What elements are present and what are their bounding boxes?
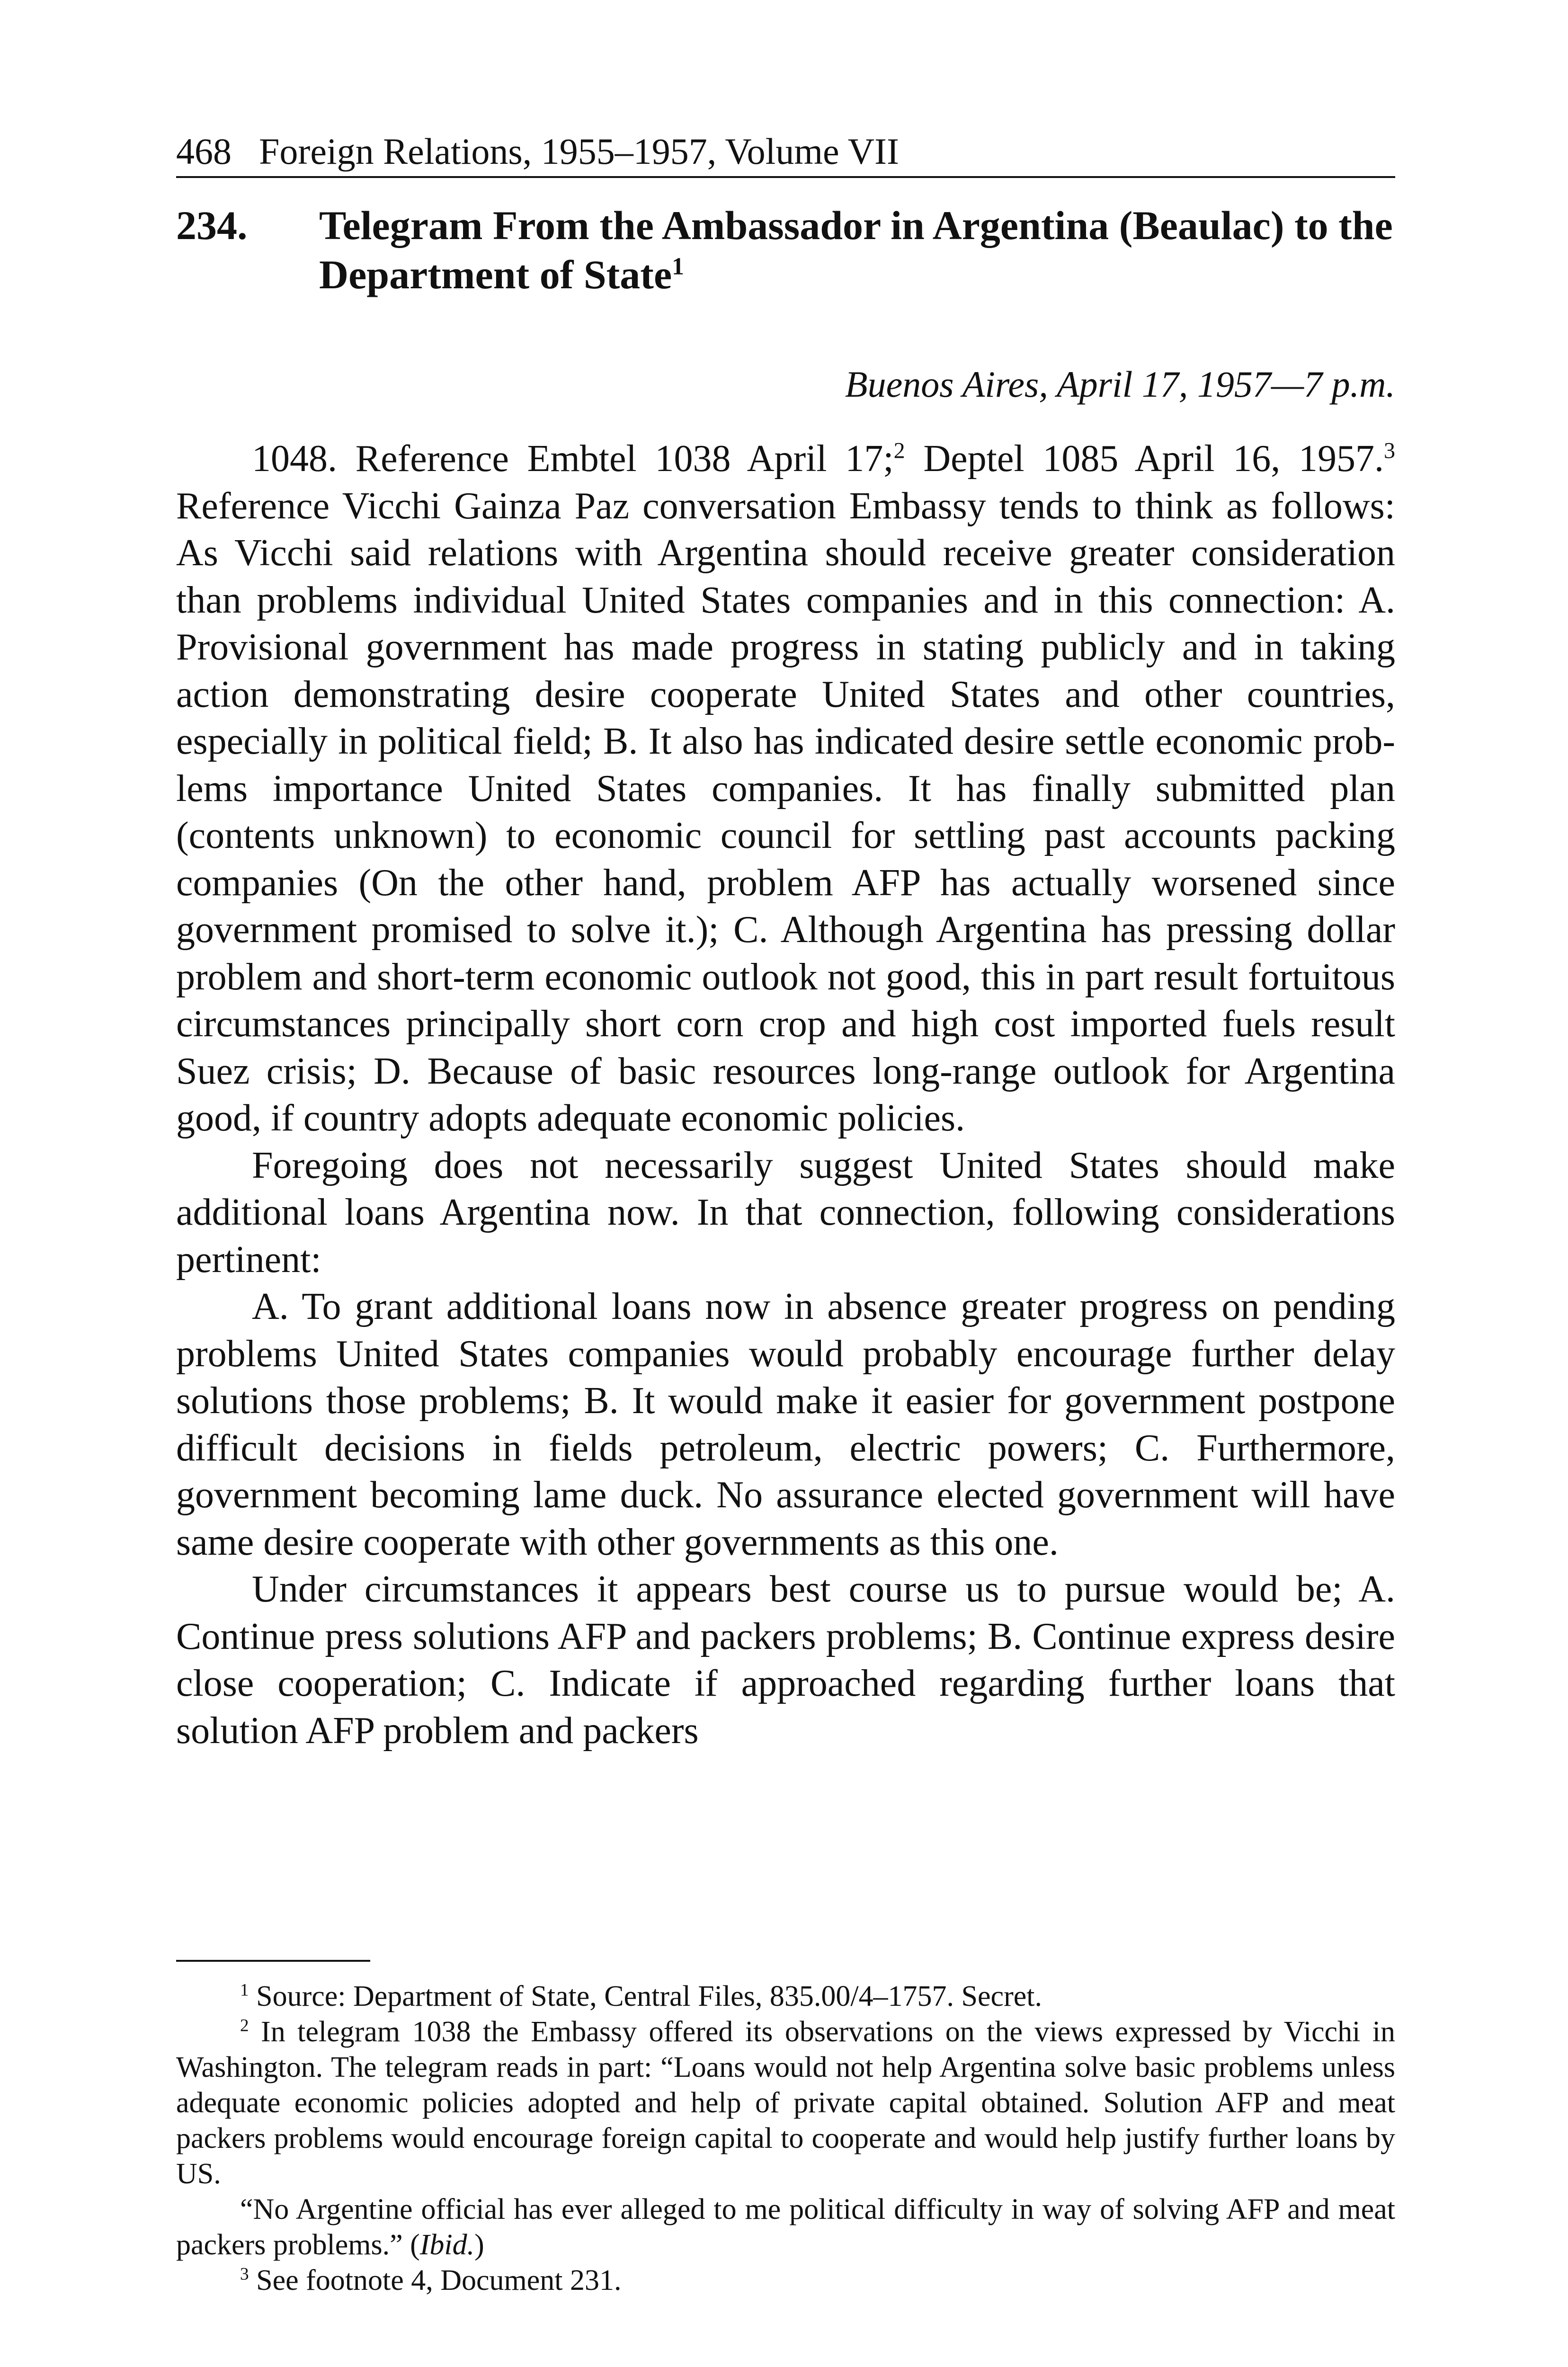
document-heading [176,201,1395,299]
footnote-2-number: 2 [240,2016,249,2036]
document-title [319,201,1395,299]
paragraph-4: Under circumstances it appears best course us to pursue would be; A. Continue press solutions AFP and packers problems; B. Continue express desire close cooperation; C. Indicate if approached regarding further loans that solution AFP problem and packers [176,1568,1395,1752]
telegram-body [176,436,1395,1754]
paragraph-1 [176,436,1395,1142]
footnote-ref-2: 2 [893,438,905,463]
footnote-3-number: 3 [240,2264,249,2284]
paragraph-2: Foregoing does not necessarily suggest United States should make additional loans Argentina now. In that connection, following considerations pertinent: [176,1144,1395,1281]
document-number: 234. [176,203,248,248]
footnote-3 [176,2263,1395,2298]
footnote-ref-3: 3 [1384,438,1395,463]
volume-title: Foreign Relations, 1955–1957, Volume VII [259,131,899,172]
footnote-1-number: 1 [240,1980,249,2000]
paragraph-3: A. To grant additional loans now in absence greater progress on pending problems United States companies would probably encourage further delay solutions those problems; B. It would make it easier for government postpone difficult decisions in fields petroleum, electric powers; C. Furthermore, government becoming lame duck. No assurance elected government will have same desire cooperate with other governments as this one. [176,1286,1395,1563]
footnotes [176,1960,1395,2298]
footnote-2-close: ) [474,2229,484,2261]
footnote-3-text: See footnote 4, Document 231. [249,2264,622,2296]
paragraph-1-part-b: Deptel 1085 April 16, 1957. [905,438,1384,480]
document-title-text: Telegram From the Ambassador in Argentina (Beaulac) to the Department of State [319,203,1393,297]
footnote-2 [176,2014,1395,2192]
paragraph-1-part-c: Reference Vicchi Gainza Paz conversation Embassy tends to think as follows: As Vicchi said relations with Argentina should receive greater consideration than problems individual United States companies and in this connection: A. Provisional government has made progress in stating publicly and in taking action demonstrating desire cooperate United States and other countries, especially in political field; B. It also has indicated desire settle economic problems importance United States companies. It has finally submitted plan (contents unknown) to economic council for settling past accounts packing companies (On the other hand, problem AFP has actually worsened since government promised to solve it.); C. Although Argentina has pressing dollar problem and short-term economic outlook not good, this in part result fortuitous circumstances principally short corn crop and high cost imported fuels result Suez crisis; D. Because of basic resources long-range outlook for Argentina good, if country adopts adequate economic policies. [176,485,1395,1139]
footnote-2-continued [176,2192,1395,2263]
footnote-ref-1: 1 [672,253,684,280]
footnote-2-quote: “No Argentine official has ever alleged to me political difficulty in way of solving AFP and meat packers problems.” ( [176,2193,1395,2261]
running-header [176,128,1395,178]
paragraph-1-part-a: 1048. Reference Embtel 1038 April 17; [252,438,894,480]
footnote-1 [176,1979,1395,2014]
footnote-divider [176,1960,370,1962]
dateline: Buenos Aires, April 17, 1957—7 p.m. [845,364,1395,405]
footnote-1-text: Source: Department of State, Central Files, 835.00/4–1757. Secret. [249,1980,1042,2012]
page-number: 468 [176,131,232,172]
footnote-2-text: In telegram 1038 the Embassy offered its observations on the views expressed by Vicchi in Washington. The telegram reads in part: “Loans would not help Argentina solve basic problems unless adequate economic policies adopted and help of private capital obtained. Solution AFP and meat packers problems would encourage foreign capital to cooperate and would help justify further loans by US. [176,2016,1395,2190]
footnote-2-ibid: Ibid. [419,2229,475,2261]
page [176,128,1395,1754]
